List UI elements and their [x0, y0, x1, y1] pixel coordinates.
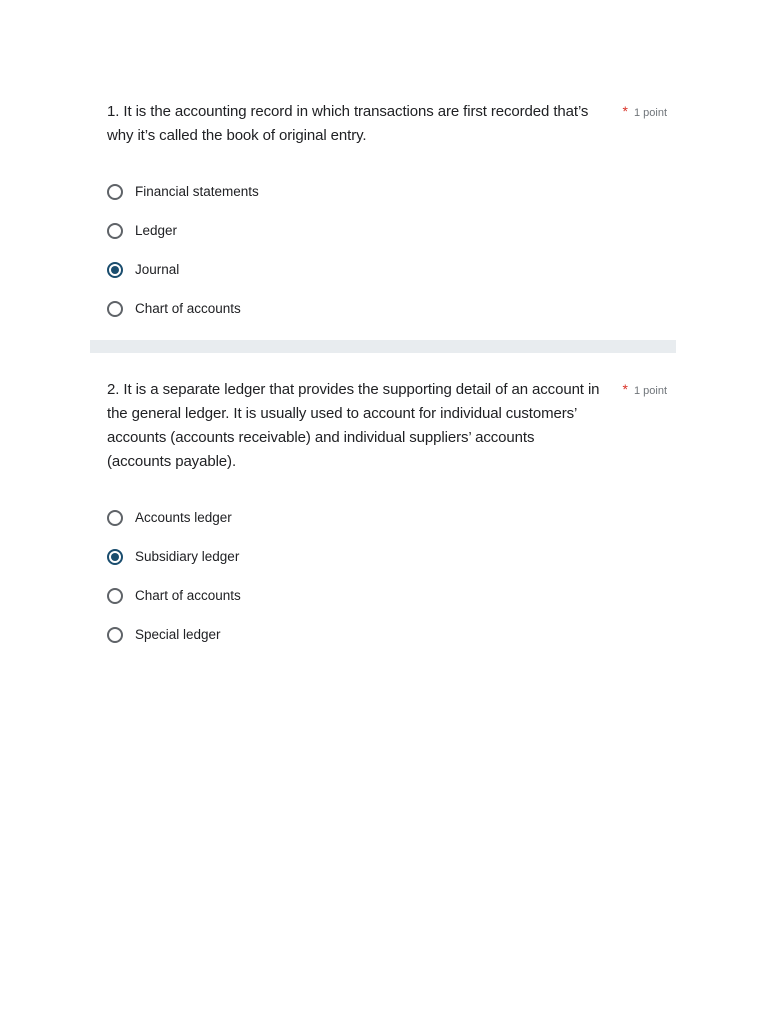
option-ledger[interactable]	[107, 211, 667, 250]
option-label: Chart of accounts	[135, 588, 241, 603]
question-2-title-line: accounts (accounts receivable) and individual suppliers’ accounts	[107, 429, 535, 446]
question-1-header	[107, 100, 667, 148]
radio-button[interactable]	[107, 184, 123, 200]
section-divider	[90, 340, 676, 353]
question-2	[107, 378, 667, 654]
option-journal[interactable]	[107, 250, 667, 289]
question-2-title-line: 2. It is a separate ledger that provides the supporting detail of an account in	[107, 381, 600, 398]
question-1-title	[107, 100, 605, 148]
question-2-title-line: the general ledger. It is usually used to account for individual customers’	[107, 405, 578, 422]
option-label: Journal	[135, 262, 180, 277]
option-label: Special ledger	[135, 627, 221, 642]
option-label: Financial statements	[135, 184, 259, 199]
option-label: Accounts ledger	[135, 510, 232, 525]
option-accounts-ledger[interactable]	[107, 498, 667, 537]
question-2-options	[107, 498, 667, 654]
radio-button-selected[interactable]	[107, 549, 123, 565]
radio-button-selected[interactable]	[107, 262, 123, 278]
option-chart-of-accounts[interactable]	[107, 289, 667, 328]
required-asterisk: *	[622, 103, 628, 119]
required-asterisk: *	[622, 381, 628, 397]
option-label: Subsidiary ledger	[135, 549, 240, 564]
radio-button[interactable]	[107, 510, 123, 526]
points-label: 1 point	[633, 107, 667, 119]
radio-button[interactable]	[107, 301, 123, 317]
question-1-title-line: 1. It is the accounting record in which transactions are first recorded that’s	[107, 103, 589, 120]
option-subsidiary-ledger[interactable]	[107, 537, 667, 576]
question-1-title-line: why it’s called the book of original entry.	[107, 127, 367, 144]
question-1-options	[107, 172, 667, 328]
option-special-ledger[interactable]	[107, 615, 667, 654]
points-label: 1 point	[633, 385, 667, 397]
radio-button[interactable]	[107, 627, 123, 643]
option-financial-statements[interactable]	[107, 172, 667, 211]
question-2-title-line: (accounts payable).	[107, 453, 237, 470]
question-1	[107, 100, 667, 328]
radio-button[interactable]	[107, 588, 123, 604]
question-2-title	[107, 378, 605, 474]
option-chart-of-accounts[interactable]	[107, 576, 667, 615]
option-label: Chart of accounts	[135, 301, 241, 316]
radio-button[interactable]	[107, 223, 123, 239]
question-2-meta	[623, 381, 667, 397]
question-2-header	[107, 378, 667, 474]
option-label: Ledger	[135, 223, 178, 238]
question-1-meta	[623, 103, 667, 119]
